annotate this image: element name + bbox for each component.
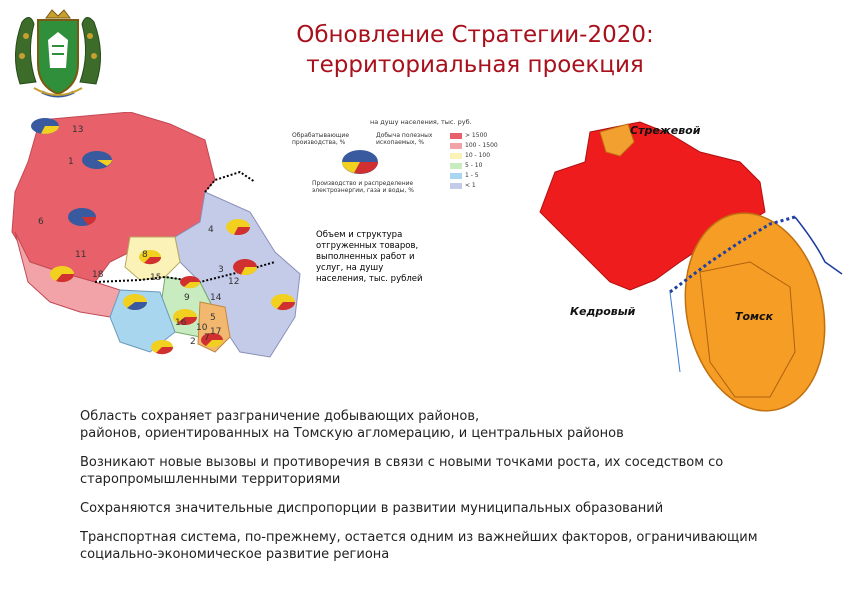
- district-number: 16: [175, 318, 187, 328]
- legend-header: на душу населения, тыс. руб.: [370, 118, 472, 126]
- district-number: 14: [210, 293, 222, 303]
- right-region-map: [530, 112, 850, 412]
- summary-paragraph: Возникают новые вызовы и противоречия в связи с новыми точками роста, их соседством со старопромышленными территориями: [80, 455, 724, 487]
- legend-class-row: 5 - 10: [450, 162, 520, 170]
- district-number: 2: [190, 337, 196, 347]
- legend-class-row: 1 - 5: [450, 172, 520, 180]
- page-title: [250, 20, 700, 80]
- district-number: 11: [75, 250, 87, 260]
- district-number: 7: [204, 333, 210, 343]
- legend-pie-label-manufacturing: Обрабатывающие производства, %: [292, 132, 350, 146]
- district-number: 1: [68, 157, 74, 167]
- label-tomsk: Томск: [735, 310, 774, 323]
- legend-class-row: 10 - 100: [450, 152, 520, 160]
- coat-of-arms-emblem: [8, 6, 108, 102]
- district-number: 9: [184, 293, 190, 303]
- district-number: 3: [218, 265, 224, 275]
- page-title-line-1: Обновление Стратегии-2020:: [296, 22, 654, 48]
- legend-class-row: < 1: [450, 182, 520, 190]
- district-number: 6: [38, 217, 44, 227]
- district-number: 18: [92, 270, 104, 280]
- district-number: 8: [142, 250, 148, 260]
- summary-text: [80, 408, 800, 575]
- summary-paragraph: Транспортная система, по-прежнему, остается одним из важнейших факторов, ограничивающим социально-экономическое развитие региона: [80, 530, 758, 562]
- legend-note: Объем и структура отгруженных товаров, выполненных работ и услуг, на душу населения, тыс. рублей: [316, 230, 423, 284]
- legend-pie-label-mining: Добыча полезных ископаемых, %: [376, 132, 433, 146]
- map-legend: [292, 118, 512, 208]
- legend-class-row: 100 - 1500: [450, 142, 520, 150]
- district-number: 17: [210, 327, 222, 337]
- legend-pie-label-utilities: Производство и распределение электроэнергии, газа и воды, %: [312, 180, 414, 194]
- label-strezhevoy: Стрежевой: [630, 124, 701, 137]
- legend-class-row: > 1500: [450, 132, 520, 140]
- summary-paragraph: Область сохраняет разграничение добывающих районов, районов, ориентированных на Томскую агломерацию, и центральных районов: [80, 409, 624, 441]
- district-number: 10: [196, 323, 208, 333]
- label-kedrovy: Кедровый: [570, 305, 636, 318]
- summary-paragraph: Сохраняются значительные диспропорции в развитии муниципальных образований: [80, 501, 664, 516]
- district-number: 4: [208, 225, 214, 235]
- district-number: 12: [228, 277, 240, 287]
- district-number: 13: [72, 125, 84, 135]
- district-number: 5: [210, 313, 216, 323]
- page-title-line-2: территориальная проекция: [306, 52, 644, 78]
- district-number: 15: [150, 273, 162, 283]
